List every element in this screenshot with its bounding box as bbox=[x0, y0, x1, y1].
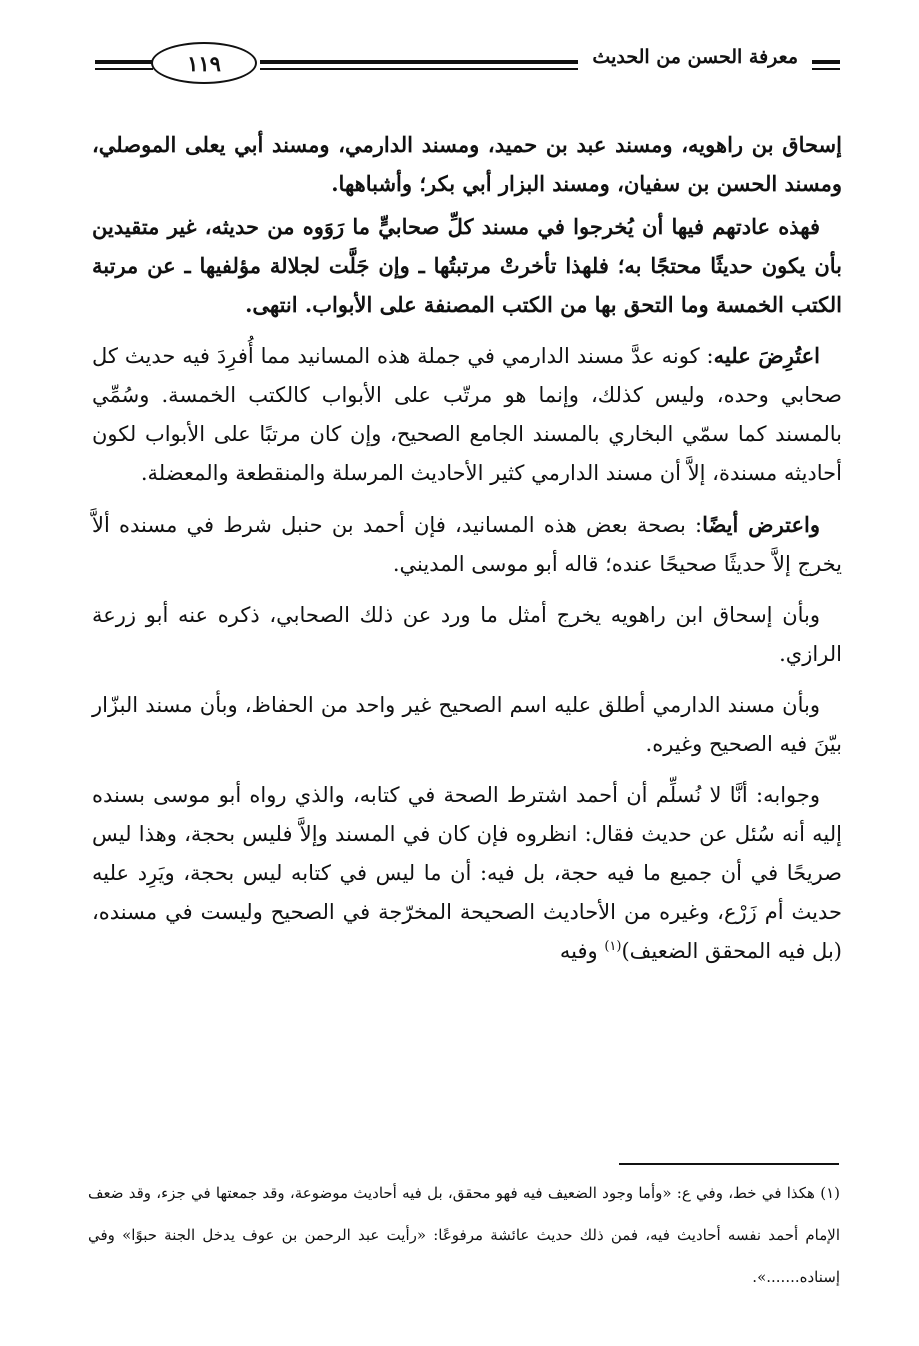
paragraph-text: فهذه عادتهم فيها أن يُخرجوا في مسند كلِّ صحابيٍّ ما رَوَوه من حديثه، غير متقيدين بأن يكون حديثًا محتجًا به؛ فلهذا تأخرتْ مرتبتُها ـ وإن جَلَّت لجلالة مؤلفيها ـ عن مرتبة الكتب الخمسة وما التحق بها من الكتب المصنفة على الأبواب. انتهى. bbox=[92, 214, 842, 317]
footnote-separator bbox=[619, 1163, 839, 1165]
paragraph-text: وجوابه: أنَّا لا نُسلِّم أن أحمد اشترط الصحة في كتابه، والذي رواه أبو موسى بسنده إليه أنه سُئل عن حديث فقال: انظروه فإن كان في المسند وإلاَّ فليس بحجة، وهذا ليس صريحًا في أن جميع ما فيه حجة، بل فيه: أن ما ليس في كتابه ليس بحجة، ويَرِد عليه حديث أم زَرْع، وغيره من الأحاديث الصحيحة المخرّجة في الصحيح وليست في مسنده، (بل فيه المحقق الضعيف) bbox=[92, 783, 842, 963]
header-rule-right bbox=[812, 60, 840, 64]
paragraph-lead: واعترض أيضًا bbox=[702, 512, 820, 537]
footnote-reference[interactable]: (١) bbox=[604, 939, 622, 954]
paragraph-text: إسحاق بن راهويه، ومسند عبد بن حميد، ومسند الدارمي، ومسند أبي يعلى الموصلي، ومسند الحسن بن سفيان، ومسند البزار أبي بكر؛ وأشباهها. bbox=[92, 132, 842, 196]
page-number bbox=[151, 42, 257, 84]
paragraph bbox=[92, 505, 842, 584]
paragraph-text: وبأن مسند الدارمي أطلق عليه اسم الصحيح غير واحد من الحفاظ، وبأن مسند البزّار بيّنَ فيه الصحيح وغيره. bbox=[92, 693, 842, 756]
paragraph-text: وبأن إسحاق ابن راهويه يخرج أمثل ما ورد عن ذلك الصحابي، ذكره عنه أبو زرعة الرازي. bbox=[92, 603, 842, 666]
paragraph-tail: وفيه bbox=[559, 939, 605, 963]
main-text bbox=[92, 125, 842, 983]
paragraph bbox=[92, 207, 842, 324]
header-rule-left-thin bbox=[95, 68, 153, 70]
header-rule-right-thin bbox=[812, 68, 840, 70]
running-title: معرفة الحسن من الحديث bbox=[592, 46, 798, 68]
paragraph-text: : كونه عدَّ مسند الدارمي في جملة هذه المسانيد مما أُفرِدَ فيه حديث كل صحابي وحده، وليس كذلك، وإنما هو مرتّب على الأبواب كالكتب الخمسة. وسُمِّي بالمسند كما سمّي البخاري بالمسند الجامع الصحيح، وإن كان مرتبًا على الأبواب لكون أحاديثه مسندة، إلاَّ أن مسند الدارمي كثير الأحاديث المرسلة والمنقطعة والمعضلة. bbox=[92, 344, 842, 485]
header-rule-middle bbox=[260, 60, 578, 64]
paragraph bbox=[92, 125, 842, 203]
paragraph-lead: اعتُرِضَ عليه bbox=[713, 343, 820, 368]
page-number-text: ١١٩ bbox=[187, 50, 221, 76]
footnote: (١) هكذا في خط، وفي ع: «وأما وجود الضعيف فيه فهو محقق، بل فيه أحاديث موضوعة، وقد جمعتها في جزء، وقد ضعف الإمام أحمد نفسه أحاديث فيه، فمن ذلك حديث عائشة مرفوعًا: «رأيت عبد الرحمن بن عوف يدخل الجنة حبوًا» وفي إسناده.......». bbox=[88, 1184, 840, 1286]
paragraph bbox=[92, 686, 842, 764]
paragraph bbox=[92, 776, 842, 971]
paragraph-text: : بصحة بعض هذه المسانيد، فإن أحمد بن حنبل شرط في مسنده ألاَّ يخرج إلاَّ حديثًا صحيحًا عنده؛ قاله أبو موسى المديني. bbox=[92, 513, 842, 576]
paragraph bbox=[92, 596, 842, 674]
header-rule-left bbox=[95, 60, 153, 64]
running-header bbox=[95, 40, 840, 90]
footnotes bbox=[88, 1172, 840, 1298]
header-rule-middle-thin bbox=[260, 68, 578, 70]
paragraph bbox=[92, 336, 842, 493]
